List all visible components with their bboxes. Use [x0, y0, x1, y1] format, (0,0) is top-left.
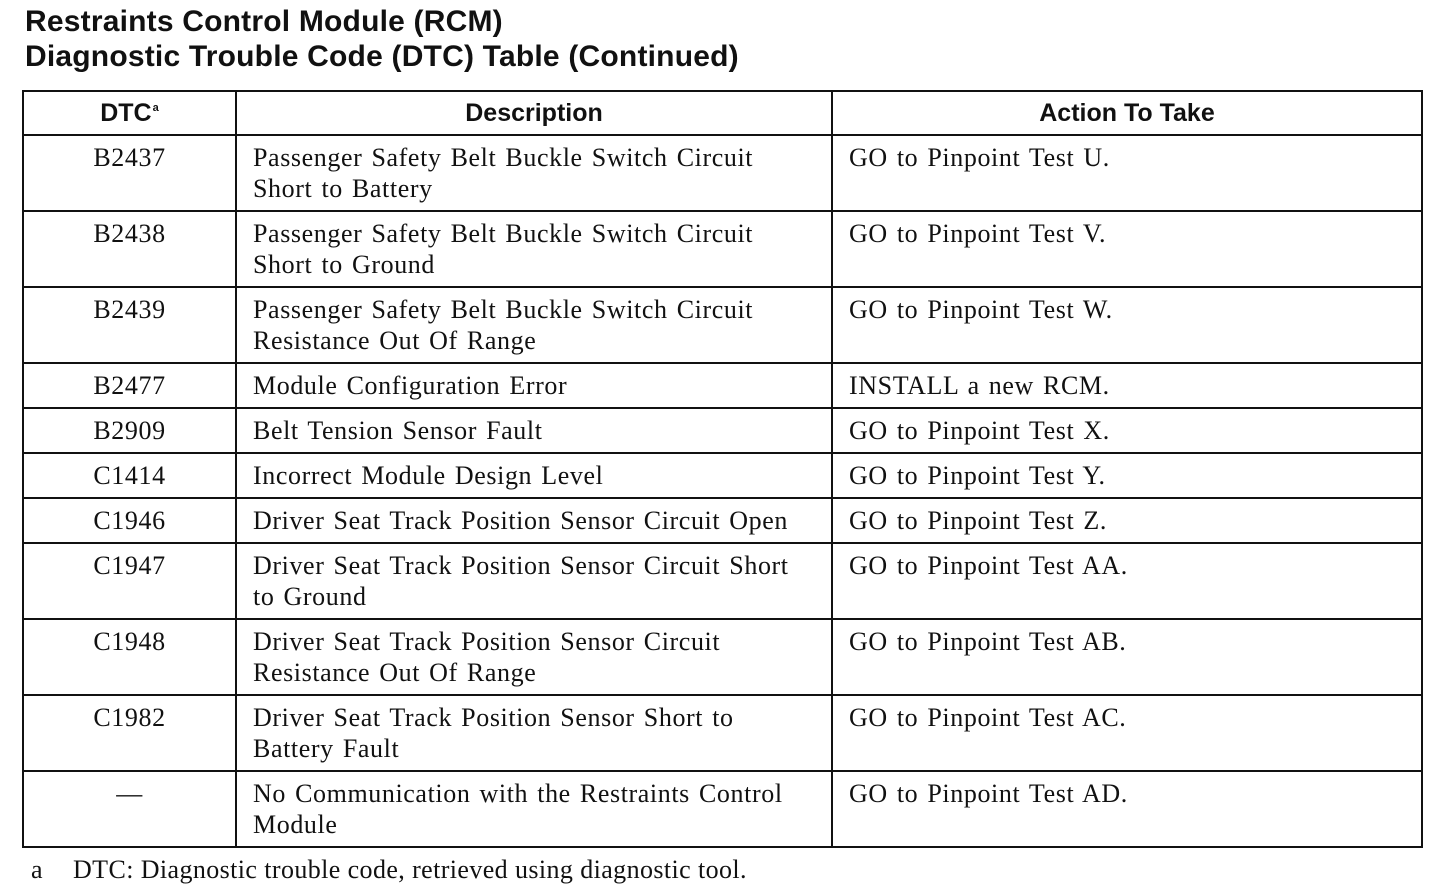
footnote	[31, 854, 747, 885]
action-cell: GO to Pinpoint Test Y.	[832, 453, 1422, 498]
description-cell: Driver Seat Track Position Sensor Circuit Short to Ground	[236, 543, 832, 619]
dtc-cell: B2909	[23, 408, 236, 453]
dtc-cell: B2477	[23, 363, 236, 408]
table-row	[23, 363, 1422, 408]
footnote-mark: a	[31, 855, 43, 884]
action-cell: GO to Pinpoint Test Z.	[832, 498, 1422, 543]
action-cell: GO to Pinpoint Test U.	[832, 135, 1422, 211]
description-cell: Driver Seat Track Position Sensor Short to Battery Fault	[236, 695, 832, 771]
dtc-cell: B2439	[23, 287, 236, 363]
table-row	[23, 287, 1422, 363]
dtc-cell: C1982	[23, 695, 236, 771]
footnote-marker: a	[152, 101, 159, 114]
description-cell: Passenger Safety Belt Buckle Switch Circuit Short to Ground	[236, 211, 832, 287]
description-cell: Driver Seat Track Position Sensor Circuit Open	[236, 498, 832, 543]
header-action: Action To Take	[832, 91, 1422, 135]
action-cell: GO to Pinpoint Test AB.	[832, 619, 1422, 695]
dtc-cell: B2437	[23, 135, 236, 211]
description-cell: Module Configuration Error	[236, 363, 832, 408]
dtc-cell: B2438	[23, 211, 236, 287]
table-row	[23, 135, 1422, 211]
dtc-cell: C1946	[23, 498, 236, 543]
dtc-table	[22, 90, 1423, 848]
footnote-text: DTC: Diagnostic trouble code, retrieved using diagnostic tool.	[73, 855, 747, 884]
action-cell: GO to Pinpoint Test W.	[832, 287, 1422, 363]
action-cell: GO to Pinpoint Test AC.	[832, 695, 1422, 771]
title-line-1: Restraints Control Module (RCM)	[25, 5, 503, 38]
table-row	[23, 453, 1422, 498]
description-cell: Driver Seat Track Position Sensor Circuit Resistance Out Of Range	[236, 619, 832, 695]
table-row	[23, 771, 1422, 847]
action-cell: GO to Pinpoint Test V.	[832, 211, 1422, 287]
description-cell: Belt Tension Sensor Fault	[236, 408, 832, 453]
header-dtc-label: DTC	[100, 98, 152, 127]
description-cell: No Communication with the Restraints Control Module	[236, 771, 832, 847]
page-title	[25, 4, 739, 74]
table-header-row	[23, 91, 1422, 135]
table-row	[23, 543, 1422, 619]
action-cell: GO to Pinpoint Test AA.	[832, 543, 1422, 619]
description-cell: Incorrect Module Design Level	[236, 453, 832, 498]
action-cell: GO to Pinpoint Test X.	[832, 408, 1422, 453]
table-row	[23, 408, 1422, 453]
description-cell: Passenger Safety Belt Buckle Switch Circuit Resistance Out Of Range	[236, 287, 832, 363]
dtc-cell: —	[23, 771, 236, 847]
dtc-cell: C1948	[23, 619, 236, 695]
table-row	[23, 619, 1422, 695]
title-line-2: Diagnostic Trouble Code (DTC) Table (Continued)	[25, 40, 739, 73]
dtc-cell: C1947	[23, 543, 236, 619]
table-row	[23, 498, 1422, 543]
table-row	[23, 695, 1422, 771]
action-cell: GO to Pinpoint Test AD.	[832, 771, 1422, 847]
action-cell: INSTALL a new RCM.	[832, 363, 1422, 408]
header-dtc	[23, 91, 236, 135]
header-description: Description	[236, 91, 832, 135]
table-row	[23, 211, 1422, 287]
dtc-cell: C1414	[23, 453, 236, 498]
description-cell: Passenger Safety Belt Buckle Switch Circuit Short to Battery	[236, 135, 832, 211]
